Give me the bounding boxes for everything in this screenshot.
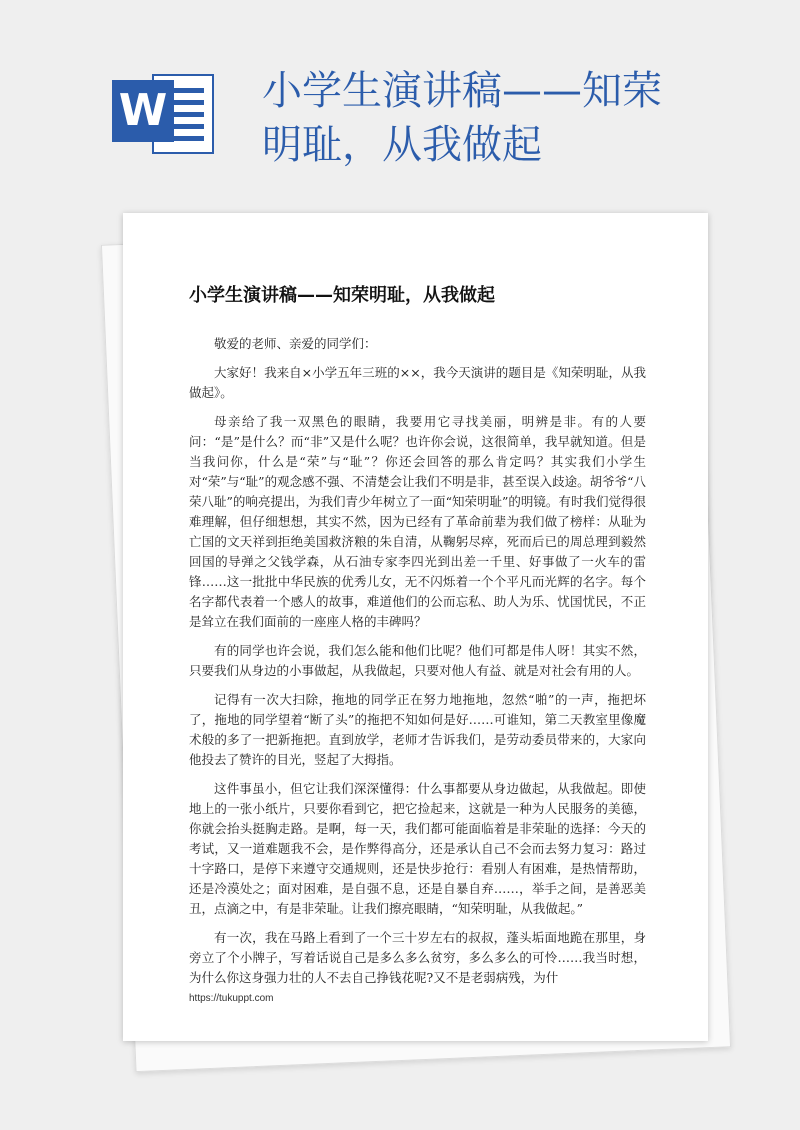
footer-url[interactable]: https://tukuppt.com (189, 993, 274, 1004)
word-letter-badge: W (112, 80, 174, 142)
header (0, 0, 800, 210)
paragraph-body-4: 这件事虽小，但它让我们深深懂得：什么事都要从身边做起，从我做起。即使地上的一张小纸片，只要你看到它，把它捡起来，这就是一种为人民服务的美德，你就会抬头挺胸走路。是啊，每一天，我们都可能面临着是非荣耻的选择：今天的考试，又一道难题我不会，是作弊得高分，还是承认自己不会而去努力复习：路过十字路口，是停下来遵守交通规则，还是快步抢行：看别人有困难，是热情帮助，还是冷漠处之；面对困难，是自强不息，还是自暴自弃……，举手之间，是善恶美丑，点滴之中，有是非荣耻。让我们擦亮眼睛，“知荣明耻，从我做起。” (189, 781, 646, 916)
paragraph-body-3: 记得有一次大扫除，拖地的同学正在努力地拖地，忽然“啪”的一声，拖把坏了，拖地的同学望着“断了头”的拖把不知如何是好……可谁知，第二天教室里像魔术般的多了一把新拖把。直到放学，老师才告诉我们，是劳动委员带来的，大家向他投去了赞许的目光，竖起了大拇指。 (189, 692, 646, 767)
page-title: 小学生演讲稿——知荣明耻，从我做起 (262, 68, 662, 168)
paragraph-body-2: 有的同学也许会说，我们怎么能和他们比呢？他们可都是伟人呀！其实不然，只要我们从身边的小事做起，从我做起，只要对他人有益、就是对社会有用的人。 (189, 643, 646, 678)
document-page (123, 213, 708, 1041)
paragraph-intro: 大家好！我来自×小学五年三班的××，我今天演讲的题目是《知荣明耻，从我做起》。 (189, 365, 646, 400)
paragraph-body-5: 有一次，我在马路上看到了一个三十岁左右的叔叔，蓬头垢面地跪在那里，身旁立了个小牌子，写着话说自己是多么多么贫穷，多么多么的可怜……我当时想，为什么你这身强力壮的人不去自己挣钱花呢?又不是老弱病残，为什 (189, 930, 646, 985)
document-title: 小学生演讲稿——知荣明耻，从我做起 (189, 285, 495, 306)
paragraph-greeting: 敬爱的老师、亲爱的同学们： (214, 336, 377, 351)
word-document-icon (112, 70, 216, 158)
paragraph-body-1: 母亲给了我一双黑色的眼睛，我要用它寻找美丽，明辨是非。有的人要问：“是”是什么？而“非”又是什么呢？也许你会说，这很简单，我早就知道。但是当我问你，什么是“荣”与“耻”？你还会回答的那么肯定吗？其实我们小学生对“荣”与“耻”的观念感不强、不清楚会让我们不明是非，甚至误入歧途。胡爷爷“八荣八耻”的响亮提出，为我们青少年树立了一面“知荣明耻”的明镜。有时我们觉得很难理解，但仔细想想，其实不然，因为已经有了革命前辈为我们做了榜样：从耻为亡国的文天祥到拒绝美国救济粮的朱自清，从鞠躬尽瘁，死而后已的周总理到毅然回国的导弹之父钱学森，从石油专家李四光到出差一千里、好事做了一火车的雷锋……这一批批中华民族的优秀儿女，无不闪烁着一个个平凡而光辉的名字。每个名字都代表着一个感人的故事，难道他们的公而忘私、助人为乐、忧国忧民，不正是耸立在我们面前的一座座人格的丰碑吗？ (189, 414, 646, 629)
